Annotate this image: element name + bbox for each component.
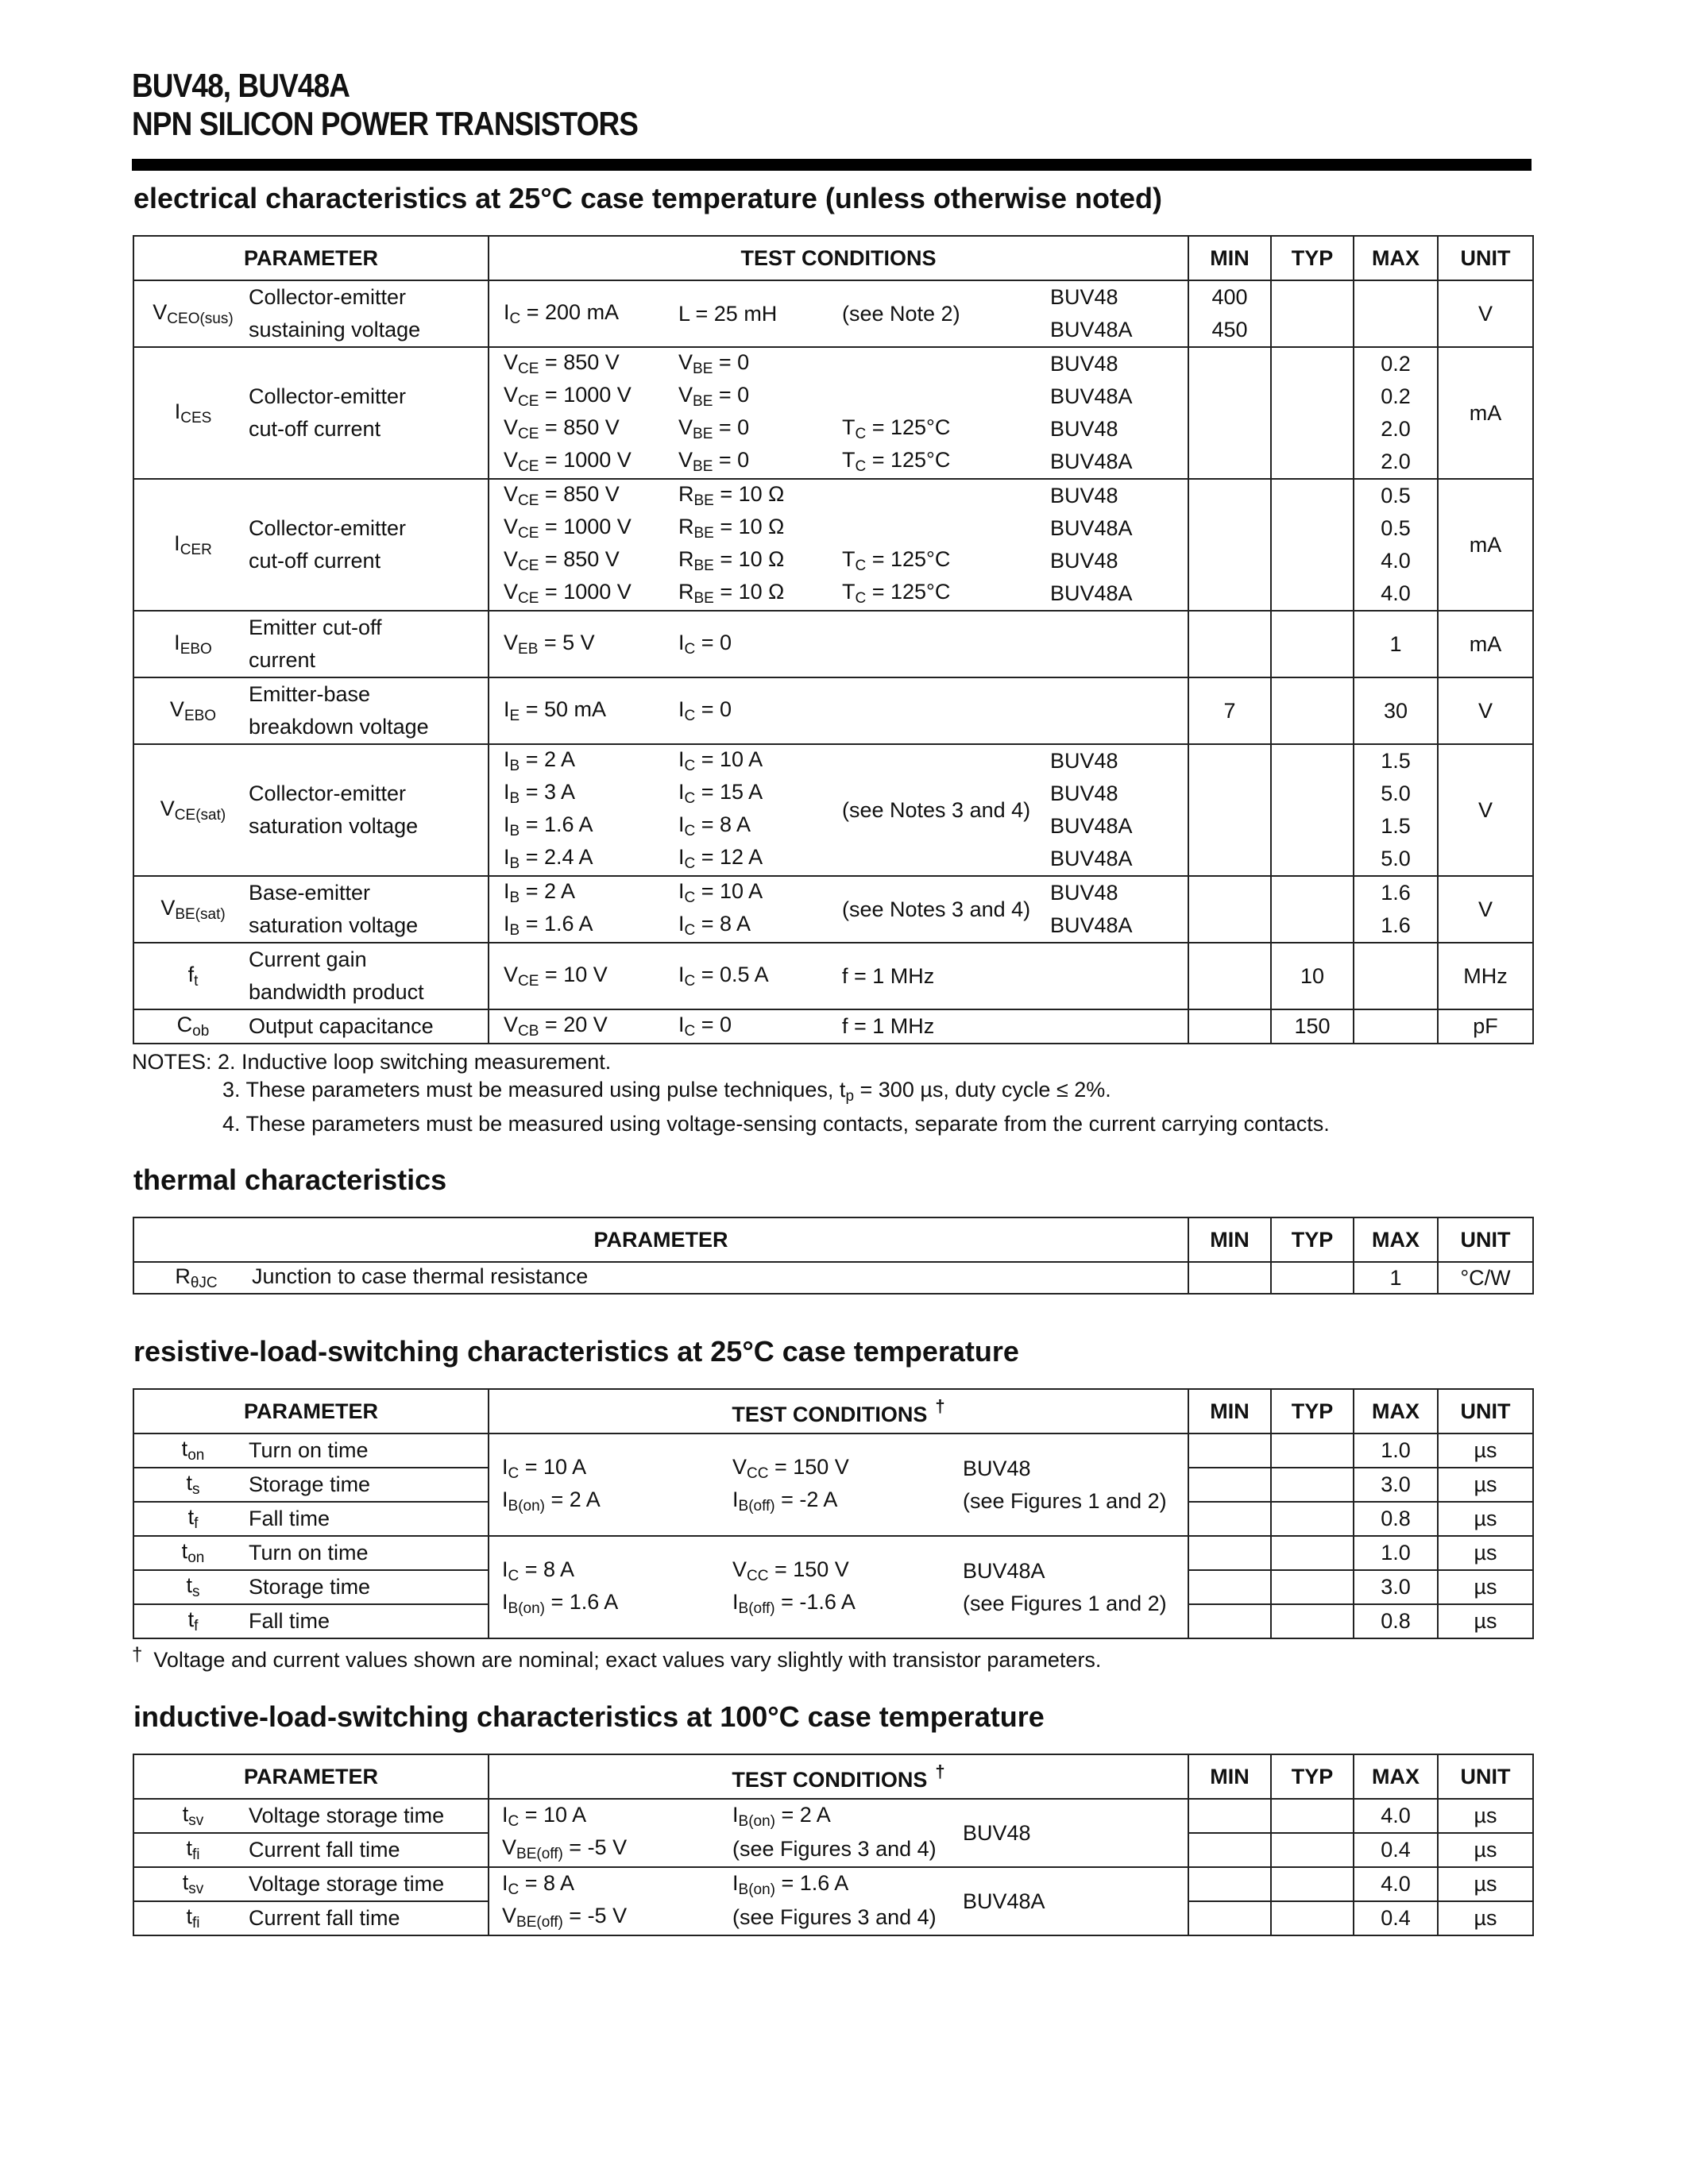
table-row: $V_{CEO(sus)}$ Collector-emitter sustaining voltage $I_C = 200$ mA L = 25 mH (see Note 2) BUV48 BUV48A 400 450 V: [133, 280, 1533, 347]
parameter-cell: [133, 1009, 489, 1044]
document-title: [132, 67, 638, 143]
parameter-description: Collector-emitter saturation voltage: [249, 781, 419, 838]
col-min: MIN: [1188, 236, 1271, 280]
thermal-heading: thermal characteristics: [133, 1163, 447, 1196]
thermal-parameter: $R_{\theta JC}$ Junction to case thermal resistance: [133, 1262, 1188, 1294]
col-typ: TYP: [1271, 236, 1354, 280]
parameter-cell: [133, 876, 489, 943]
table-row: $t_{sv}$ Voltage storage time $I_C = 10$ A $I_{B(on)} = 2$ A BUV48 $V_{BE(off)} = -5$ V (see Figures 3 and 4) 4.0 µs: [133, 1799, 1533, 1833]
table-row: $t_s$ Storage time 3.0 µs: [133, 1468, 1533, 1502]
resistive-footnote: † Voltage and current values shown are nominal; exact values vary slightly with transistor parameters.: [132, 1644, 1102, 1672]
parameter-description: Emitter-base breakdown voltage: [249, 682, 429, 739]
col-test-conditions: TEST CONDITIONS †: [489, 1754, 1188, 1799]
table-row: $V_{CE(sat)}$ Collector-emitter saturation voltage $I_B = 2$ A $I_C = 10$ A (see Notes 3 and 4) BUV48 $I_B = 3$ A $I_C = 15$ A BUV48 $I_B = 1.6$ A $I_C = 8$ A BUV48A $I_B = 2.4$ A $I_C = 12$ A BUV48A 1.5 5.0 1.5 5.0 V: [133, 744, 1533, 876]
table-row: $t_s$ Storage time 3.0 µs: [133, 1570, 1533, 1604]
col-typ: TYP: [1271, 1754, 1354, 1799]
resistive-header-row: [133, 1389, 1533, 1433]
col-typ: TYP: [1271, 1389, 1354, 1433]
col-unit: UNIT: [1438, 236, 1533, 280]
parameter-symbol: $I_{EBO}$: [174, 630, 212, 658]
table-row: $C_{ob}$ Output capacitance $V_{CB} = 20$ V $I_C = 0$ f = 1 MHz 150 pF: [133, 1009, 1533, 1044]
parameter-cell: [133, 677, 489, 744]
parameter-cell: [133, 744, 489, 876]
parameter-symbol: $f_t$: [187, 962, 199, 990]
table-row: $t_{fi}$ Current fall time 0.4 µs: [133, 1833, 1533, 1867]
electrical-heading: electrical characteristics at 25°C case temperature (unless otherwise noted): [133, 182, 1162, 214]
inductive-header-row: [133, 1754, 1533, 1799]
parameter-symbol: $I_{CES}$: [174, 399, 212, 426]
parameter-description: Base-emitter saturation voltage: [249, 881, 419, 937]
thermal-unit: °C/W: [1438, 1262, 1533, 1294]
table-row: $t_{on}$ Turn on time $I_C = 8$ A $V_{CC} = 150$ V BUV48A $I_{B(on)} = 1.6$ A $I_{B(off)} = -1.6$ A (see Figures 1 and 2) 1.0 µs: [133, 1536, 1533, 1570]
parameter-description: Output capacitance: [249, 1014, 434, 1038]
table-row: $f_t$ Current gain bandwidth product $V_{CE} = 10$ V $I_C = 0.5$ A f = 1 MHz 10 MHz: [133, 943, 1533, 1009]
electrical-table: [133, 235, 1534, 1044]
col-test-conditions: TEST CONDITIONS †: [489, 1389, 1188, 1433]
parameter-symbol: $V_{BE(sat)}$: [160, 895, 226, 923]
parameter-cell: [133, 943, 489, 1009]
parameter-description: Current gain bandwidth product: [249, 947, 424, 1004]
resistive-table: [133, 1388, 1534, 1639]
inductive-table: [133, 1754, 1534, 1936]
parameter-cell: [133, 611, 489, 677]
col-min: MIN: [1188, 1754, 1271, 1799]
table-row: $t_f$ Fall time 0.8 µs: [133, 1604, 1533, 1638]
col-test-conditions: TEST CONDITIONS: [489, 236, 1188, 280]
table-row: $t_{sv}$ Voltage storage time $I_C = 8$ A $I_{B(on)} = 1.6$ A BUV48A $V_{BE(off)} = -5$ V (see Figures 3 and 4) 4.0 µs: [133, 1867, 1533, 1901]
table-row: $t_{fi}$ Current fall time 0.4 µs: [133, 1901, 1533, 1935]
col-unit: UNIT: [1438, 1217, 1533, 1262]
col-max: MAX: [1354, 1389, 1438, 1433]
col-parameter: PARAMETER: [133, 1389, 489, 1433]
table-row: $V_{BE(sat)}$ Base-emitter saturation voltage $I_B = 2$ A $I_C = 10$ A (see Notes 3 and 4) BUV48 $I_B = 1.6$ A $I_C = 8$ A BUV48A 1.6 1.6 V: [133, 876, 1533, 943]
parameter-symbol: $C_{ob}$: [176, 1013, 210, 1040]
inductive-heading: inductive-load-switching characteristics at 100°C case temperature: [133, 1700, 1045, 1733]
electrical-header-row: [133, 236, 1533, 280]
note-4: 4. These parameters must be measured using voltage-sensing contacts, separate from the current carrying contacts.: [222, 1112, 1330, 1136]
parameter-cell: [133, 479, 489, 611]
title-line-2: NPN SILICON POWER TRANSISTORS: [132, 105, 639, 142]
parameter-symbol: $V_{CE(sat)}$: [160, 796, 226, 824]
parameter-symbol: $V_{EBO}$: [169, 696, 217, 724]
col-min: MIN: [1188, 1389, 1271, 1433]
parameter-cell: [133, 347, 489, 479]
parameter-description: Collector-emitter cut-off current: [249, 516, 407, 573]
parameter-cell: [133, 280, 489, 347]
table-row: $I_{CES}$ Collector-emitter cut-off current $V_{CE} = 850$ V $V_{BE} = 0$ BUV48 $V_{CE} = 1000$ V $V_{BE} = 0$ BUV48A $V_{CE} = 850$ V $V_{BE} = 0$ $T_C = 125^\circ C$ BUV48 $V_{CE} = 1000$ V $V_{BE} = 0$ $T_C = 125^\circ C$ BUV48A 0.2 0.2 2.0 2.0 mA: [133, 347, 1533, 479]
col-max: MAX: [1354, 1754, 1438, 1799]
col-min: MIN: [1188, 1217, 1271, 1262]
table-row: $V_{EBO}$ Emitter-base breakdown voltage $I_E = 50$ mA $I_C = 0$ 7 30 V: [133, 677, 1533, 744]
parameter-symbol: $V_{CEO(sus)}$: [153, 299, 234, 327]
title-line-1: BUV48, BUV48A: [132, 67, 350, 104]
col-unit: UNIT: [1438, 1389, 1533, 1433]
table-row: $I_{CER}$ Collector-emitter cut-off current $V_{CE} = 850$ V $R_{BE} = 10$ Ω BUV48 $V_{CE} = 1000$ V $R_{BE} = 10$ Ω BUV48A $V_{CE} = 850$ V $R_{BE} = 10$ Ω $T_C = 125^\circ C$ BUV48 $V_{CE} = 1000$ V $R_{BE} = 10$ Ω $T_C = 125^\circ C$ BUV48A 0.5 0.5 4.0 4.0 mA: [133, 479, 1533, 611]
col-unit: UNIT: [1438, 1754, 1533, 1799]
thermal-max: 1: [1354, 1262, 1438, 1294]
col-typ: TYP: [1271, 1217, 1354, 1262]
parameter-description: Collector-emitter cut-off current: [249, 384, 407, 441]
title-rule: [132, 159, 1532, 171]
notes: [132, 1048, 1330, 1138]
col-parameter: PARAMETER: [133, 236, 489, 280]
parameter-symbol: $I_{CER}$: [174, 531, 212, 558]
col-max: MAX: [1354, 236, 1438, 280]
parameter-description: Emitter cut-off current: [249, 615, 382, 672]
table-row: $t_{on}$ Turn on time $I_C = 10$ A $V_{CC} = 150$ V BUV48 $I_{B(on)} = 2$ A $I_{B(off)} = -2$ A (see Figures 1 and 2) 1.0 µs: [133, 1433, 1533, 1468]
thermal-header-row: [133, 1217, 1533, 1262]
col-parameter: PARAMETER: [133, 1754, 489, 1799]
table-row: [133, 1262, 1533, 1294]
resistive-heading: resistive-load-switching characteristics at 25°C case temperature: [133, 1335, 1019, 1368]
col-max: MAX: [1354, 1217, 1438, 1262]
note-3: 3. These parameters must be measured using pulse techniques, $t_p = 300$ µs, duty cycle ≤ 2%.: [222, 1078, 1111, 1105]
thermal-table: [133, 1217, 1534, 1295]
note-2: NOTES: 2. Inductive loop switching measurement.: [132, 1050, 612, 1074]
parameter-description: Collector-emitter sustaining voltage: [249, 285, 421, 341]
table-row: $I_{EBO}$ Emitter cut-off current $V_{EB} = 5$ V $I_C = 0$ 1 mA: [133, 611, 1533, 677]
col-parameter: PARAMETER: [133, 1217, 1188, 1262]
table-row: $t_f$ Fall time 0.8 µs: [133, 1502, 1533, 1536]
